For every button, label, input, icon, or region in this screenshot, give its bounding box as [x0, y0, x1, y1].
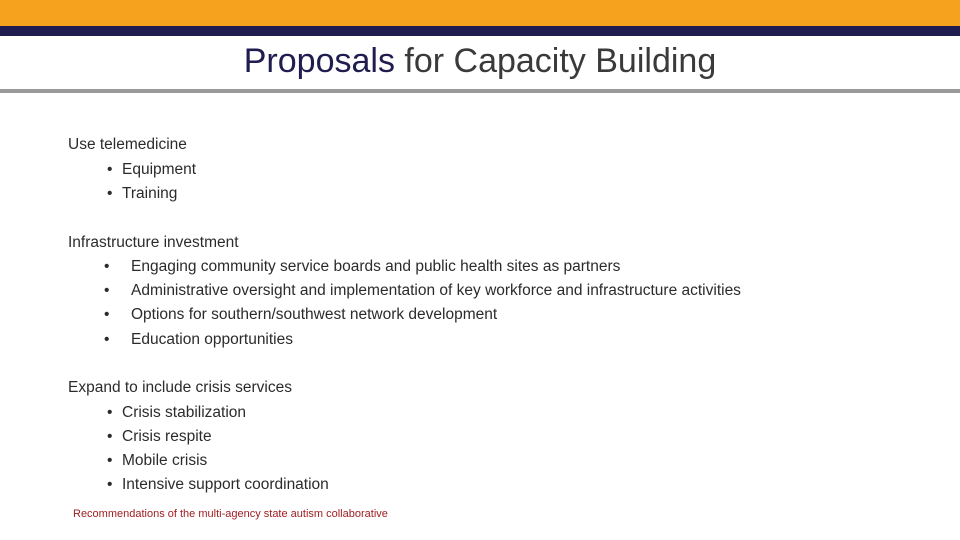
- section-heading-crisis-services: Expand to include crisis services: [68, 379, 292, 396]
- bullet-icon: •: [107, 452, 113, 469]
- bullet-icon: •: [107, 185, 113, 202]
- list-item-text: Crisis stabilization: [122, 404, 247, 421]
- bullet-icon: •: [104, 306, 110, 323]
- list-item-text: Mobile crisis: [122, 452, 208, 469]
- bullet-icon: •: [107, 428, 113, 445]
- list-item-text: Education opportunities: [131, 331, 294, 348]
- bullet-icon: •: [107, 476, 113, 493]
- list-item-text: Intensive support coordination: [122, 476, 329, 493]
- footnote: Recommendations of the multi-agency state autism collaborative: [73, 508, 388, 520]
- section-heading-telemedicine: Use telemedicine: [68, 136, 187, 153]
- bullet-icon: •: [107, 161, 113, 178]
- section-heading-infrastructure: Infrastructure investment: [68, 234, 239, 251]
- title-rest: for Capacity Building: [394, 42, 717, 80]
- top-orange-band: [0, 0, 960, 26]
- slide-title: [0, 40, 960, 82]
- list-item-text: Training: [122, 185, 178, 202]
- list-item-text: Equipment: [122, 161, 197, 178]
- title-highlight: Proposals: [243, 42, 395, 80]
- list-item-text: Options for southern/southwest network development: [131, 306, 498, 323]
- list-item-text: Administrative oversight and implementation of key workforce and infrastructure activities: [131, 282, 741, 299]
- bullet-icon: •: [104, 331, 110, 348]
- bullet-icon: •: [104, 282, 110, 299]
- bullet-icon: •: [107, 404, 113, 421]
- title-divider: [0, 89, 960, 93]
- top-navy-band: [0, 26, 960, 36]
- list-item-text: Engaging community service boards and public health sites as partners: [131, 258, 621, 275]
- list-item-text: Crisis respite: [122, 428, 212, 445]
- bullet-icon: •: [104, 258, 110, 275]
